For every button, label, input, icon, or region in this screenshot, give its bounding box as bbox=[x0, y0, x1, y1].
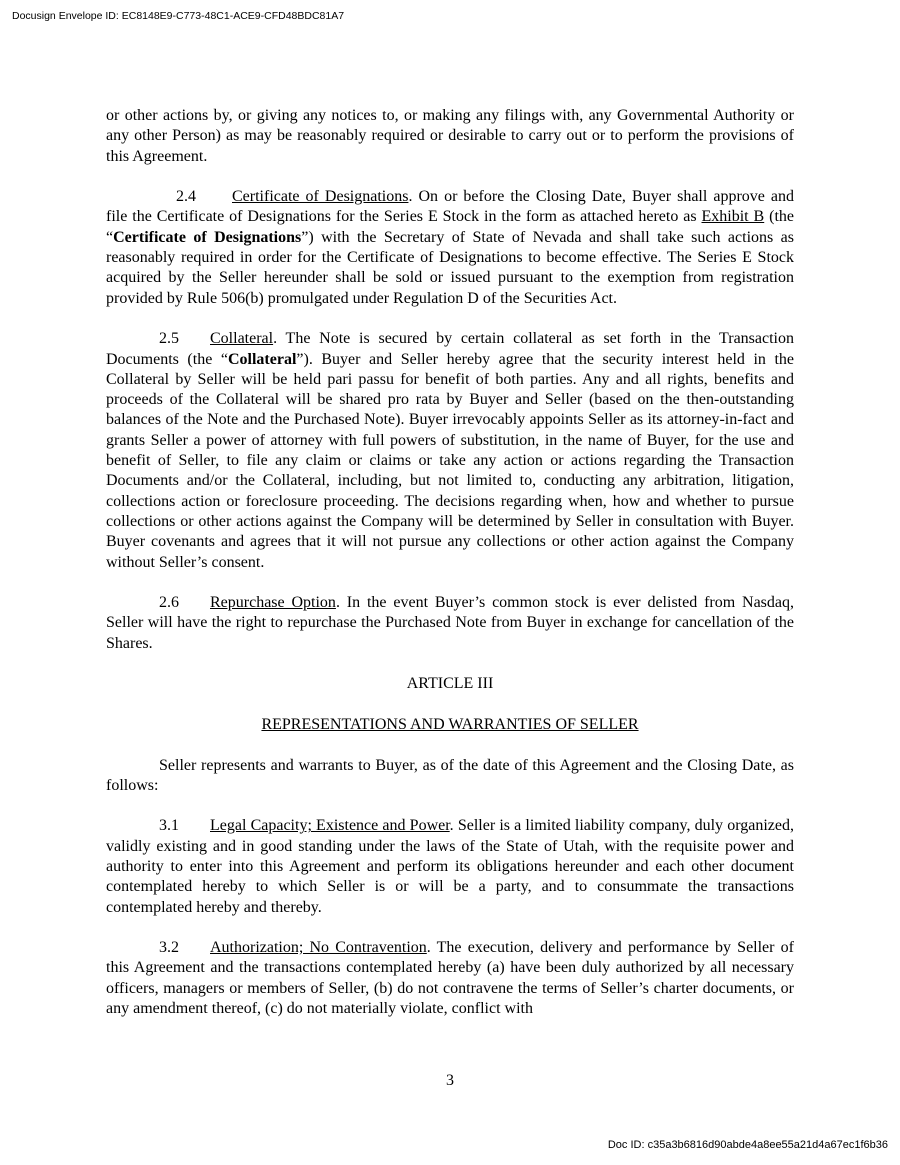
envelope-id: Docusign Envelope ID: EC8148E9-C773-48C1-ACE9-CFD48BDC81A7 bbox=[12, 10, 345, 22]
section-number: 2.6 bbox=[159, 594, 179, 612]
section-heading: Certificate of Designations bbox=[232, 188, 409, 206]
page-number: 3 bbox=[446, 1072, 454, 1089]
section-3-2: 3.2 Authorization; No Contravention. The execution, delivery and performance by Seller of this Agreement and the transactions contemplated hereby (a) have been duly authorized by all necessary officers, managers or members of Seller, (b) do not contravene the terms of Seller’s charter documents, or any amendment thereof, (c) do not materially violate, conflict with bbox=[106, 939, 794, 1018]
continued-paragraph: or other actions by, or giving any notices to, or making any filings with, any Governmental Authority or any other Person) as may be reasonably required or desirable to carry out or to perform the provisions of this Agreement. bbox=[106, 107, 794, 165]
section-heading: Repurchase Option bbox=[210, 594, 336, 612]
section-number: 2.4 bbox=[176, 188, 196, 206]
article-heading: ARTICLE III bbox=[406, 675, 494, 693]
section-number: 3.1 bbox=[159, 817, 179, 835]
intro-paragraph: Seller represents and warrants to Buyer, as of the date of this Agreement and the Closing Date, as follows: bbox=[106, 756, 794, 794]
document-body bbox=[106, 106, 794, 1019]
section-number: 3.2 bbox=[159, 939, 179, 957]
defined-term: Certificate of Designations bbox=[113, 228, 302, 246]
section-3-1: 3.1 Legal Capacity; Existence and Power. Seller is a limited liability company, duly organized, validly existing and in good standing under the laws of the State of Utah, with the requisite power and authority to enter into this Agreement and perform its obligations hereunder and each other document contemplated hereby to which Seller is or will be a party, and to consummate the transactions contemplated hereby and thereby. bbox=[106, 817, 794, 916]
section-heading: Authorization; No Contravention bbox=[210, 939, 427, 957]
exhibit-reference: Exhibit B bbox=[701, 208, 765, 226]
section-2-4: 2.4 Certificate of Designations. On or before the Closing Date, Buyer shall approve and file the Certificate of Designations for the Series E Stock in the form as attached hereto as Exhibit B (the “Certificate of Designations”) with the Secretary of State of Nevada and shall take such actions as reasonably required in order for the Certificate of Designations to become effective. The Series E Stock acquired by the Seller hereunder shall be sold or issued pursuant to the exemption from registration provided by Rule 506(b) promulgated under Regulation D of the Securities Act. bbox=[106, 188, 795, 307]
article-title: REPRESENTATIONS AND WARRANTIES OF SELLER bbox=[261, 715, 639, 733]
section-2-6: 2.6 Repurchase Option. In the event Buyer’s common stock is ever delisted from Nasdaq, Seller will have the right to repurchase the Purchased Note from Buyer in exchange for cancellation of the Shares. bbox=[106, 594, 795, 652]
section-number: 2.5 bbox=[159, 330, 179, 348]
section-2-5: 2.5 Collateral. The Note is secured by certain collateral as set forth in the Transaction Documents (the “Collateral”). Buyer and Seller hereby agree that the security interest held in the Collateral by Seller will be held pari passu for benefit of both parties. Any and all rights, benefits and proceeds of the Collateral will be shared pro rata by Buyer and Seller (based on the then-outstanding balances of the Note and the Purchased Note). Buyer irrevocably appoints Seller as its attorney-in-fact and grants Seller a power of attorney with full powers of substitution, in the name of Buyer, for the use and benefit of Seller, to file any claim or claims or take any action or actions regarding the Transaction Documents and/or the Collateral, including, but not limited to, conducting any arbitration, litigation, collections action or foreclosure proceeding. The decisions regarding when, how and whether to pursue collections or other actions against the Company will be determined by Seller in consultation with Buyer. Buyer covenants and agrees that it will not pursue any collections or other action against the Company without Seller’s consent. bbox=[106, 330, 794, 571]
defined-term: Collateral bbox=[227, 350, 297, 368]
section-heading: Collateral bbox=[210, 330, 274, 348]
doc-id: Doc ID: c35a3b6816d90abde4a8ee55a21d4a67ec1f6b36 bbox=[607, 1139, 888, 1151]
section-heading: Legal Capacity; Existence and Power bbox=[210, 817, 450, 835]
